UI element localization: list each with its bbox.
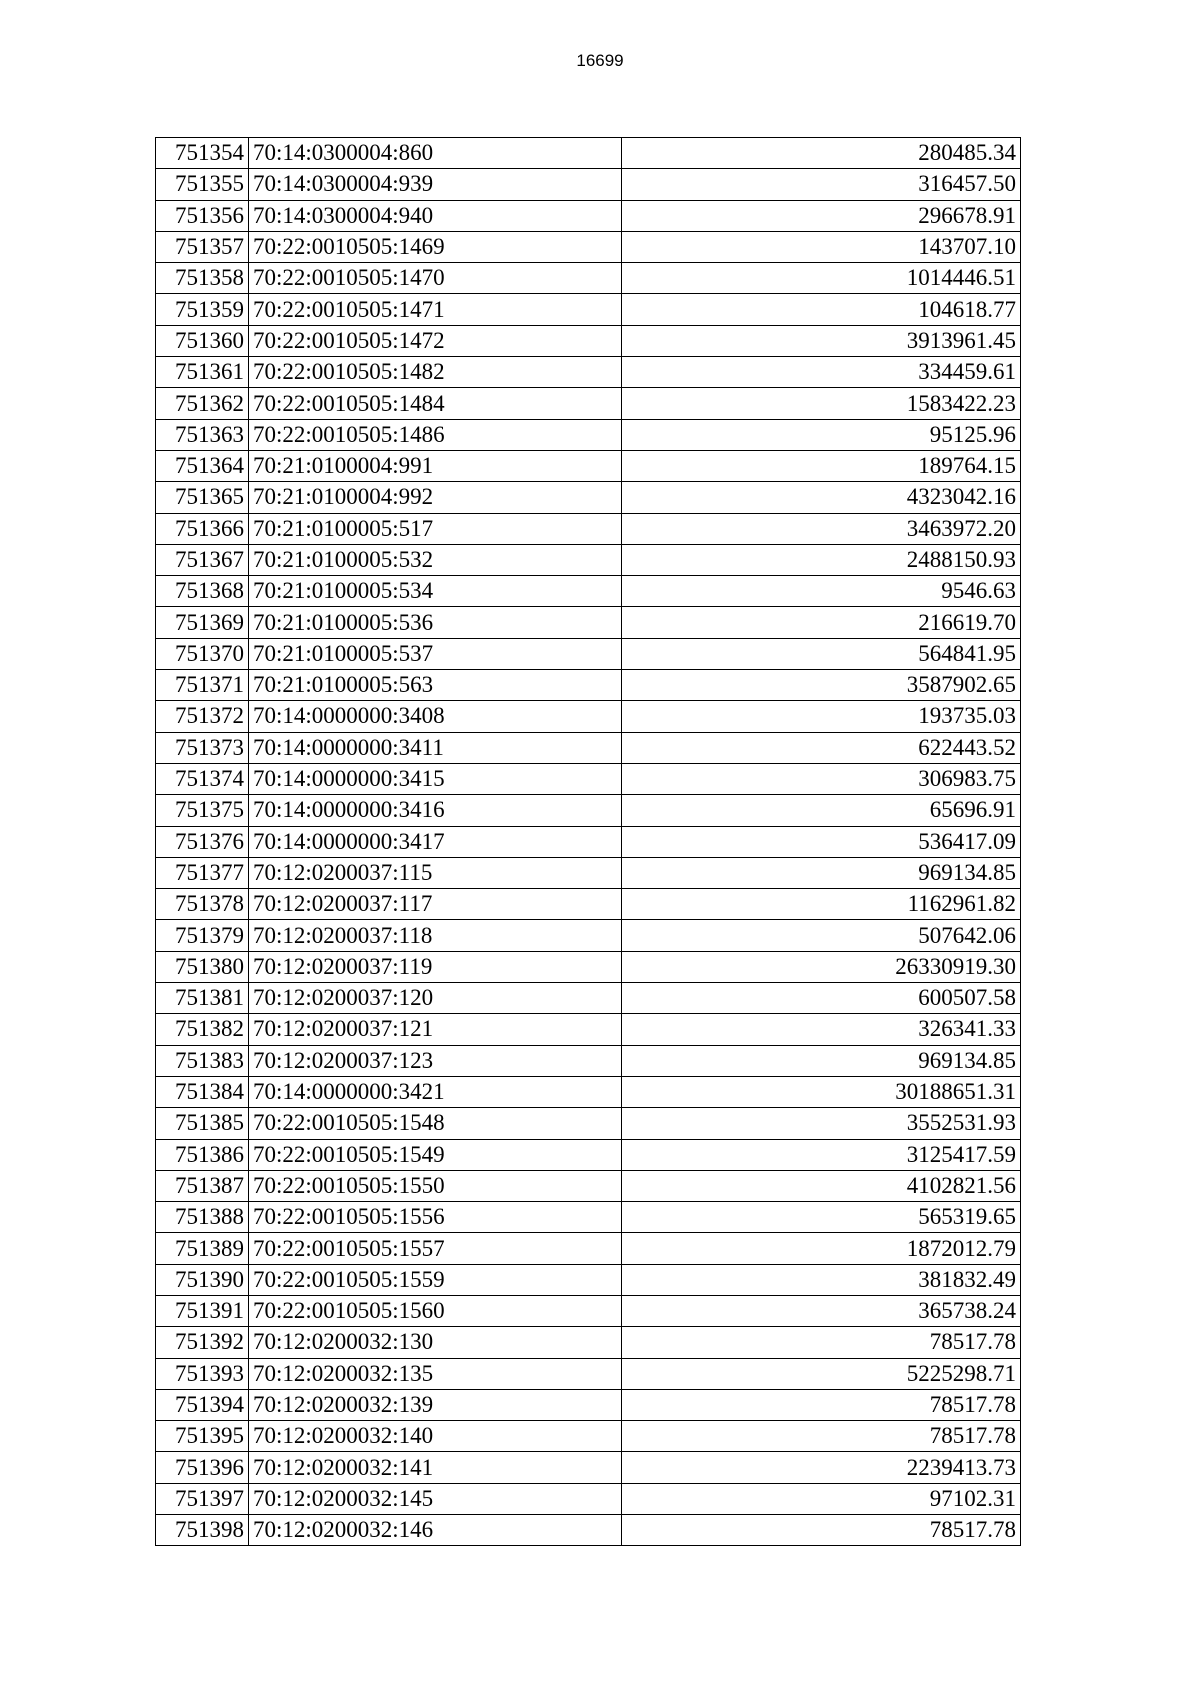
row-number-cell: 751354 bbox=[156, 138, 249, 169]
table-row bbox=[156, 795, 1021, 826]
row-number-cell: 751388 bbox=[156, 1202, 249, 1233]
row-number-cell: 751395 bbox=[156, 1421, 249, 1452]
cadastral-number-cell: 70:12:0200037:123 bbox=[249, 1045, 622, 1076]
row-number-cell: 751373 bbox=[156, 732, 249, 763]
row-number-cell: 751358 bbox=[156, 263, 249, 294]
table-row bbox=[156, 169, 1021, 200]
cadastral-number-cell: 70:22:0010505:1557 bbox=[249, 1233, 622, 1264]
table-row bbox=[156, 1045, 1021, 1076]
cadastral-number-cell: 70:22:0010505:1550 bbox=[249, 1170, 622, 1201]
cadastral-value-cell: 600507.58 bbox=[622, 983, 1021, 1014]
table-row bbox=[156, 1108, 1021, 1139]
table-row bbox=[156, 450, 1021, 481]
cadastral-value-cell: 2488150.93 bbox=[622, 544, 1021, 575]
row-number-cell: 751385 bbox=[156, 1108, 249, 1139]
cadastral-number-cell: 70:12:0200037:115 bbox=[249, 857, 622, 888]
table-row bbox=[156, 1483, 1021, 1514]
cadastral-number-cell: 70:14:0000000:3421 bbox=[249, 1076, 622, 1107]
table-row bbox=[156, 701, 1021, 732]
row-number-cell: 751381 bbox=[156, 983, 249, 1014]
cadastral-number-cell: 70:12:0200032:140 bbox=[249, 1421, 622, 1452]
cadastral-value-cell: 3913961.45 bbox=[622, 325, 1021, 356]
table-row bbox=[156, 294, 1021, 325]
table-row bbox=[156, 482, 1021, 513]
cadastral-number-cell: 70:22:0010505:1486 bbox=[249, 419, 622, 450]
cadastral-value-cell: 316457.50 bbox=[622, 169, 1021, 200]
cadastral-number-cell: 70:21:0100005:536 bbox=[249, 607, 622, 638]
cadastral-number-cell: 70:22:0010505:1470 bbox=[249, 263, 622, 294]
cadastral-number-cell: 70:22:0010505:1549 bbox=[249, 1139, 622, 1170]
cadastral-value-cell: 2239413.73 bbox=[622, 1452, 1021, 1483]
row-number-cell: 751398 bbox=[156, 1515, 249, 1546]
cadastral-value-cell: 326341.33 bbox=[622, 1014, 1021, 1045]
cadastral-value-cell: 296678.91 bbox=[622, 200, 1021, 231]
row-number-cell: 751367 bbox=[156, 544, 249, 575]
table-row bbox=[156, 732, 1021, 763]
cadastral-number-cell: 70:21:0100005:534 bbox=[249, 576, 622, 607]
row-number-cell: 751396 bbox=[156, 1452, 249, 1483]
cadastral-number-cell: 70:12:0200037:119 bbox=[249, 951, 622, 982]
table-row bbox=[156, 1139, 1021, 1170]
row-number-cell: 751357 bbox=[156, 231, 249, 262]
cadastral-value-cell: 3552531.93 bbox=[622, 1108, 1021, 1139]
cadastral-value-cell: 507642.06 bbox=[622, 920, 1021, 951]
table-row bbox=[156, 1014, 1021, 1045]
cadastral-number-cell: 70:14:0300004:939 bbox=[249, 169, 622, 200]
row-number-cell: 751387 bbox=[156, 1170, 249, 1201]
table-row bbox=[156, 670, 1021, 701]
row-number-cell: 751383 bbox=[156, 1045, 249, 1076]
table-row bbox=[156, 1389, 1021, 1420]
row-number-cell: 751394 bbox=[156, 1389, 249, 1420]
table-row bbox=[156, 983, 1021, 1014]
table-row bbox=[156, 576, 1021, 607]
table-row bbox=[156, 638, 1021, 669]
row-number-cell: 751382 bbox=[156, 1014, 249, 1045]
cadastral-number-cell: 70:12:0200037:117 bbox=[249, 889, 622, 920]
cadastral-number-cell: 70:14:0000000:3411 bbox=[249, 732, 622, 763]
row-number-cell: 751366 bbox=[156, 513, 249, 544]
table-row bbox=[156, 1264, 1021, 1295]
row-number-cell: 751375 bbox=[156, 795, 249, 826]
cadastral-value-cell: 3463972.20 bbox=[622, 513, 1021, 544]
cadastral-value-cell: 969134.85 bbox=[622, 857, 1021, 888]
row-number-cell: 751355 bbox=[156, 169, 249, 200]
row-number-cell: 751370 bbox=[156, 638, 249, 669]
row-number-cell: 751359 bbox=[156, 294, 249, 325]
table-row bbox=[156, 1170, 1021, 1201]
cadastral-number-cell: 70:12:0200032:139 bbox=[249, 1389, 622, 1420]
cadastral-number-cell: 70:12:0200037:118 bbox=[249, 920, 622, 951]
table-row bbox=[156, 1327, 1021, 1358]
cadastral-number-cell: 70:22:0010505:1556 bbox=[249, 1202, 622, 1233]
cadastral-number-cell: 70:21:0100004:991 bbox=[249, 450, 622, 481]
cadastral-value-cell: 306983.75 bbox=[622, 763, 1021, 794]
table-row bbox=[156, 951, 1021, 982]
table-row bbox=[156, 826, 1021, 857]
cadastral-number-cell: 70:22:0010505:1469 bbox=[249, 231, 622, 262]
table-row bbox=[156, 544, 1021, 575]
row-number-cell: 751362 bbox=[156, 388, 249, 419]
cadastral-value-cell: 65696.91 bbox=[622, 795, 1021, 826]
cadastral-value-cell: 9546.63 bbox=[622, 576, 1021, 607]
row-number-cell: 751379 bbox=[156, 920, 249, 951]
table-row bbox=[156, 607, 1021, 638]
cadastral-value-cell: 969134.85 bbox=[622, 1045, 1021, 1076]
cadastral-number-cell: 70:12:0200037:120 bbox=[249, 983, 622, 1014]
row-number-cell: 751369 bbox=[156, 607, 249, 638]
row-number-cell: 751356 bbox=[156, 200, 249, 231]
cadastral-value-cell: 26330919.30 bbox=[622, 951, 1021, 982]
row-number-cell: 751376 bbox=[156, 826, 249, 857]
table-row bbox=[156, 1233, 1021, 1264]
cadastral-value-cell: 4323042.16 bbox=[622, 482, 1021, 513]
cadastral-value-cell: 104618.77 bbox=[622, 294, 1021, 325]
cadastral-number-cell: 70:22:0010505:1484 bbox=[249, 388, 622, 419]
cadastral-value-cell: 1014446.51 bbox=[622, 263, 1021, 294]
table-row bbox=[156, 231, 1021, 262]
table-row bbox=[156, 138, 1021, 169]
cadastral-value-cell: 5225298.71 bbox=[622, 1358, 1021, 1389]
table-row bbox=[156, 857, 1021, 888]
row-number-cell: 751374 bbox=[156, 763, 249, 794]
row-number-cell: 751363 bbox=[156, 419, 249, 450]
cadastral-value-cell: 1162961.82 bbox=[622, 889, 1021, 920]
cadastral-value-cell: 536417.09 bbox=[622, 826, 1021, 857]
table-row bbox=[156, 1421, 1021, 1452]
cadastral-value-cell: 280485.34 bbox=[622, 138, 1021, 169]
row-number-cell: 751368 bbox=[156, 576, 249, 607]
cadastral-value-cell: 3125417.59 bbox=[622, 1139, 1021, 1170]
cadastral-value-table bbox=[155, 137, 1021, 1546]
row-number-cell: 751390 bbox=[156, 1264, 249, 1295]
table-row bbox=[156, 325, 1021, 356]
cadastral-value-cell: 97102.31 bbox=[622, 1483, 1021, 1514]
page-number: 16699 bbox=[576, 51, 624, 70]
cadastral-number-cell: 70:12:0200032:130 bbox=[249, 1327, 622, 1358]
cadastral-value-cell: 4102821.56 bbox=[622, 1170, 1021, 1201]
row-number-cell: 751389 bbox=[156, 1233, 249, 1264]
cadastral-value-cell: 381832.49 bbox=[622, 1264, 1021, 1295]
cadastral-value-cell: 365738.24 bbox=[622, 1295, 1021, 1326]
cadastral-number-cell: 70:14:0300004:860 bbox=[249, 138, 622, 169]
row-number-cell: 751365 bbox=[156, 482, 249, 513]
row-number-cell: 751386 bbox=[156, 1139, 249, 1170]
table-row bbox=[156, 763, 1021, 794]
cadastral-value-cell: 622443.52 bbox=[622, 732, 1021, 763]
table-row bbox=[156, 1076, 1021, 1107]
table-row bbox=[156, 920, 1021, 951]
row-number-cell: 751384 bbox=[156, 1076, 249, 1107]
cadastral-number-cell: 70:21:0100005:563 bbox=[249, 670, 622, 701]
cadastral-value-cell: 30188651.31 bbox=[622, 1076, 1021, 1107]
cadastral-value-cell: 565319.65 bbox=[622, 1202, 1021, 1233]
cadastral-value-cell: 78517.78 bbox=[622, 1515, 1021, 1546]
cadastral-value-cell: 216619.70 bbox=[622, 607, 1021, 638]
cadastral-value-cell: 334459.61 bbox=[622, 357, 1021, 388]
cadastral-number-cell: 70:12:0200032:145 bbox=[249, 1483, 622, 1514]
cadastral-value-cell: 1872012.79 bbox=[622, 1233, 1021, 1264]
row-number-cell: 751391 bbox=[156, 1295, 249, 1326]
cadastral-number-cell: 70:22:0010505:1482 bbox=[249, 357, 622, 388]
row-number-cell: 751397 bbox=[156, 1483, 249, 1514]
table-row bbox=[156, 1202, 1021, 1233]
cadastral-number-cell: 70:12:0200032:135 bbox=[249, 1358, 622, 1389]
cadastral-value-cell: 95125.96 bbox=[622, 419, 1021, 450]
cadastral-number-cell: 70:14:0300004:940 bbox=[249, 200, 622, 231]
table-row bbox=[156, 1515, 1021, 1546]
cadastral-number-cell: 70:14:0000000:3415 bbox=[249, 763, 622, 794]
cadastral-number-cell: 70:14:0000000:3416 bbox=[249, 795, 622, 826]
row-number-cell: 751364 bbox=[156, 450, 249, 481]
cadastral-value-cell: 3587902.65 bbox=[622, 670, 1021, 701]
cadastral-value-cell: 78517.78 bbox=[622, 1327, 1021, 1358]
cadastral-number-cell: 70:22:0010505:1559 bbox=[249, 1264, 622, 1295]
table-row bbox=[156, 889, 1021, 920]
cadastral-value-cell: 564841.95 bbox=[622, 638, 1021, 669]
cadastral-number-cell: 70:14:0000000:3408 bbox=[249, 701, 622, 732]
cadastral-number-cell: 70:21:0100005:517 bbox=[249, 513, 622, 544]
table-row bbox=[156, 200, 1021, 231]
table-row bbox=[156, 263, 1021, 294]
cadastral-number-cell: 70:22:0010505:1560 bbox=[249, 1295, 622, 1326]
cadastral-value-cell: 143707.10 bbox=[622, 231, 1021, 262]
cadastral-number-cell: 70:21:0100005:532 bbox=[249, 544, 622, 575]
cadastral-value-cell: 78517.78 bbox=[622, 1421, 1021, 1452]
table-row bbox=[156, 513, 1021, 544]
table-row bbox=[156, 357, 1021, 388]
cadastral-value-cell: 78517.78 bbox=[622, 1389, 1021, 1420]
row-number-cell: 751393 bbox=[156, 1358, 249, 1389]
table-row bbox=[156, 419, 1021, 450]
cadastral-number-cell: 70:22:0010505:1472 bbox=[249, 325, 622, 356]
cadastral-number-cell: 70:22:0010505:1471 bbox=[249, 294, 622, 325]
cadastral-number-cell: 70:12:0200032:141 bbox=[249, 1452, 622, 1483]
table-row bbox=[156, 1358, 1021, 1389]
row-number-cell: 751377 bbox=[156, 857, 249, 888]
cadastral-number-cell: 70:14:0000000:3417 bbox=[249, 826, 622, 857]
table-row bbox=[156, 1295, 1021, 1326]
cadastral-value-cell: 189764.15 bbox=[622, 450, 1021, 481]
row-number-cell: 751360 bbox=[156, 325, 249, 356]
table-body bbox=[156, 138, 1021, 1546]
row-number-cell: 751361 bbox=[156, 357, 249, 388]
cadastral-number-cell: 70:21:0100004:992 bbox=[249, 482, 622, 513]
cadastral-number-cell: 70:12:0200032:146 bbox=[249, 1515, 622, 1546]
table-row bbox=[156, 388, 1021, 419]
cadastral-number-cell: 70:21:0100005:537 bbox=[249, 638, 622, 669]
table-row bbox=[156, 1452, 1021, 1483]
cadastral-number-cell: 70:12:0200037:121 bbox=[249, 1014, 622, 1045]
cadastral-value-cell: 1583422.23 bbox=[622, 388, 1021, 419]
row-number-cell: 751371 bbox=[156, 670, 249, 701]
cadastral-number-cell: 70:22:0010505:1548 bbox=[249, 1108, 622, 1139]
cadastral-value-cell: 193735.03 bbox=[622, 701, 1021, 732]
row-number-cell: 751380 bbox=[156, 951, 249, 982]
row-number-cell: 751392 bbox=[156, 1327, 249, 1358]
row-number-cell: 751372 bbox=[156, 701, 249, 732]
row-number-cell: 751378 bbox=[156, 889, 249, 920]
